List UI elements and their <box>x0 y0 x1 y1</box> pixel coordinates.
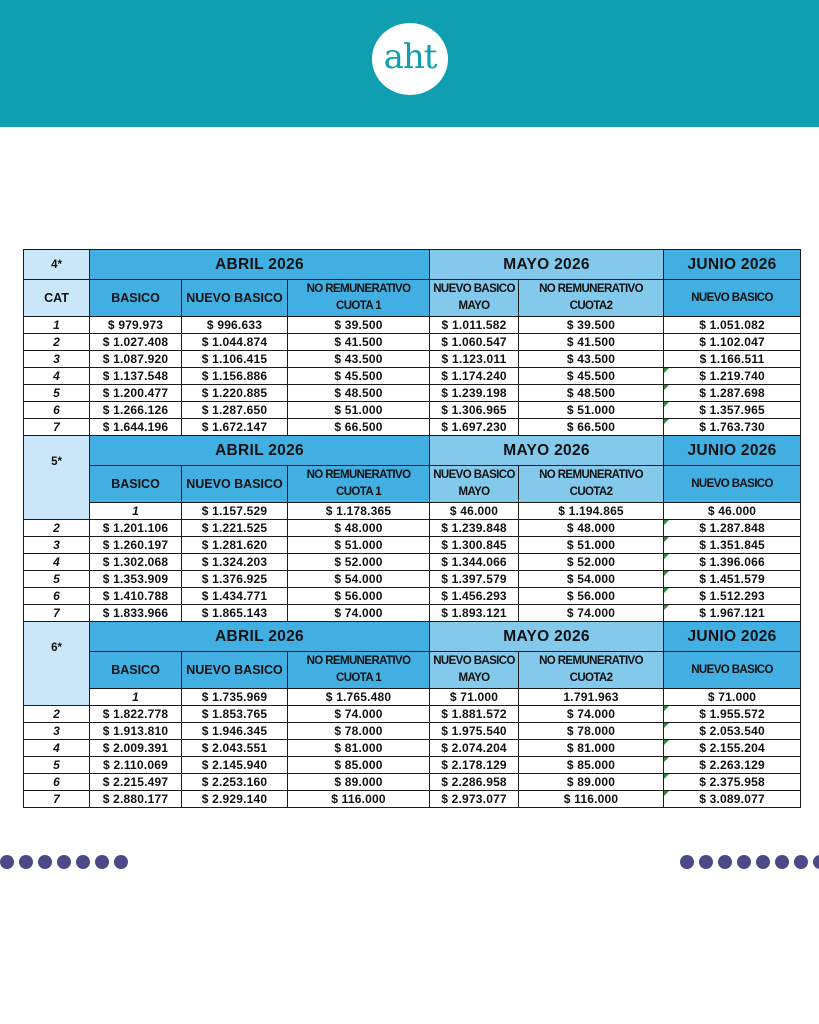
dots-decoration-left <box>0 855 128 869</box>
dots-decoration-right <box>680 855 819 869</box>
cell-corner-marker <box>664 385 669 390</box>
cell-corner-marker <box>664 571 669 576</box>
salary-scale-table <box>23 249 801 808</box>
nuevo-basico-cell: $ 1.434.771 <box>182 588 288 605</box>
cat-cell: 4 <box>24 368 90 385</box>
nuevo-basico-mayo-cell: 1.791.963 <box>519 689 664 706</box>
basico-cell: $ 1.822.778 <box>90 706 182 723</box>
col-junio-nuevo-basico: NUEVO BASICO <box>664 280 801 317</box>
table-row <box>24 503 801 520</box>
basico-cell: $ 1.137.548 <box>90 368 182 385</box>
cuota1-cell: $ 116.000 <box>288 791 430 808</box>
cat-cell: 4 <box>24 554 90 571</box>
col-nuevo-basico: NUEVO BASICO <box>182 652 288 689</box>
table-row <box>24 723 801 740</box>
table-row <box>24 571 801 588</box>
basico-cell: $ 979.973 <box>90 317 182 334</box>
nuevo-basico-mayo-cell: $ 1.456.293 <box>430 588 519 605</box>
cuota1-cell: $ 43.500 <box>288 351 430 368</box>
cuota1-cell: $ 74.000 <box>288 706 430 723</box>
basico-cell: $ 1.201.106 <box>90 520 182 537</box>
nuevo-basico-mayo-cell: $ 1.697.230 <box>430 419 519 436</box>
nuevo-basico-cell: $ 1.281.620 <box>182 537 288 554</box>
basico-cell: $ 2.215.497 <box>90 774 182 791</box>
junio-nuevo-basico-cell: $ 1.051.082 <box>664 317 801 334</box>
month-abril: ABRIL 2026 <box>90 250 430 280</box>
junio-nuevo-basico-cell: $ 1.357.965 <box>664 402 801 419</box>
cat-cell: 7 <box>24 419 90 436</box>
cuota2-cell: $ 46.000 <box>664 503 801 520</box>
basico-cell: $ 2.110.069 <box>90 757 182 774</box>
cat-cell: 3 <box>24 723 90 740</box>
cuota2-cell: $ 56.000 <box>519 588 664 605</box>
table-row <box>24 419 801 436</box>
nuevo-basico-mayo-cell: $ 1.881.572 <box>430 706 519 723</box>
cat-cell: 6 <box>24 588 90 605</box>
nuevo-basico-cell: $ 1.324.203 <box>182 554 288 571</box>
cuota1-cell: $ 45.500 <box>288 368 430 385</box>
nuevo-basico-mayo-cell: $ 1.306.965 <box>430 402 519 419</box>
nuevo-basico-mayo-cell: $ 1.123.011 <box>430 351 519 368</box>
cuota2-cell: $ 39.500 <box>519 317 664 334</box>
cuota1-cell: $ 71.000 <box>430 689 519 706</box>
month-junio: JUNIO 2026 <box>664 436 801 466</box>
basico-cell: $ 1.200.477 <box>90 385 182 402</box>
cuota2-cell: $ 81.000 <box>519 740 664 757</box>
table-row <box>24 757 801 774</box>
cat-cell: 1 <box>90 689 182 706</box>
cuota1-cell: $ 48.000 <box>288 520 430 537</box>
nuevo-basico-mayo-cell: $ 1.975.540 <box>430 723 519 740</box>
cat-cell: 2 <box>24 334 90 351</box>
table-row <box>24 334 801 351</box>
table-row <box>24 402 801 419</box>
junio-nuevo-basico-cell: $ 1.512.293 <box>664 588 801 605</box>
cat-cell: 5 <box>24 385 90 402</box>
month-abril: ABRIL 2026 <box>90 622 430 652</box>
table-row <box>24 588 801 605</box>
nuevo-basico-mayo-cell: $ 1.893.121 <box>430 605 519 622</box>
cuota1-cell: $ 54.000 <box>288 571 430 588</box>
nuevo-basico-cell: $ 1.106.415 <box>182 351 288 368</box>
header-banner <box>0 0 819 127</box>
junio-nuevo-basico-cell: $ 1.287.848 <box>664 520 801 537</box>
group-label: 5* <box>24 436 90 520</box>
cuota2-cell: $ 71.000 <box>664 689 801 706</box>
junio-nuevo-basico-cell: $ 3.089.077 <box>664 791 801 808</box>
nuevo-basico-cell: $ 1.156.886 <box>182 368 288 385</box>
basico-cell: $ 1.027.408 <box>90 334 182 351</box>
cat-cell: 3 <box>24 537 90 554</box>
cuota2-cell: $ 51.000 <box>519 402 664 419</box>
cuota2-cell: $ 89.000 <box>519 774 664 791</box>
cell-corner-marker <box>664 537 669 542</box>
logo-text: aht <box>383 37 437 77</box>
basico-cell: $ 2.009.391 <box>90 740 182 757</box>
nuevo-basico-cell: $ 2.929.140 <box>182 791 288 808</box>
cuota2-cell: $ 51.000 <box>519 537 664 554</box>
cuota2-cell: $ 43.500 <box>519 351 664 368</box>
col-no-remunerativo-cuota2: NO REMUNERATIVO CUOTA2 <box>519 466 664 503</box>
col-no-remunerativo-cuota1: NO REMUNERATIVO CUOTA 1 <box>288 466 430 503</box>
table-row <box>24 317 801 334</box>
basico-cell: $ 1.644.196 <box>90 419 182 436</box>
cell-corner-marker <box>664 605 669 610</box>
basico-cell: $ 1.260.197 <box>90 537 182 554</box>
month-mayo: MAYO 2026 <box>430 436 664 466</box>
group-label: 4* <box>24 250 90 280</box>
cuota2-cell: $ 54.000 <box>519 571 664 588</box>
month-mayo: MAYO 2026 <box>430 622 664 652</box>
cuota2-cell: $ 52.000 <box>519 554 664 571</box>
col-nuevo-basico-mayo: NUEVO BASICO MAYO <box>430 466 519 503</box>
basico-cell: $ 1.410.788 <box>90 588 182 605</box>
nuevo-basico-cell: $ 1.178.365 <box>288 503 430 520</box>
nuevo-basico-cell: $ 1.672.147 <box>182 419 288 436</box>
basico-cell: $ 1.735.969 <box>182 689 288 706</box>
table-row <box>24 554 801 571</box>
cuota2-cell: $ 66.500 <box>519 419 664 436</box>
cuota1-cell: $ 78.000 <box>288 723 430 740</box>
nuevo-basico-cell: $ 1.044.874 <box>182 334 288 351</box>
table-row <box>24 791 801 808</box>
junio-nuevo-basico-cell: $ 1.102.047 <box>664 334 801 351</box>
cuota2-cell: $ 48.000 <box>519 520 664 537</box>
basico-cell: $ 1.266.126 <box>90 402 182 419</box>
col-nuevo-basico: NUEVO BASICO <box>182 280 288 317</box>
nuevo-basico-mayo-cell: $ 1.239.198 <box>430 385 519 402</box>
col-nuevo-basico-mayo: NUEVO BASICO MAYO <box>430 652 519 689</box>
cuota1-cell: $ 66.500 <box>288 419 430 436</box>
nuevo-basico-cell: $ 2.253.160 <box>182 774 288 791</box>
junio-nuevo-basico-cell: $ 1.763.730 <box>664 419 801 436</box>
cuota1-cell: $ 48.500 <box>288 385 430 402</box>
cuota1-cell: $ 85.000 <box>288 757 430 774</box>
table-row <box>24 537 801 554</box>
junio-nuevo-basico-cell: $ 2.155.204 <box>664 740 801 757</box>
table-row <box>24 689 801 706</box>
basico-cell: $ 1.913.810 <box>90 723 182 740</box>
cuota1-cell: $ 51.000 <box>288 537 430 554</box>
nuevo-basico-cell: $ 1.376.925 <box>182 571 288 588</box>
cat-cell: 7 <box>24 605 90 622</box>
cuota1-cell: $ 51.000 <box>288 402 430 419</box>
cat-cell: 1 <box>90 503 182 520</box>
cuota1-cell: $ 46.000 <box>430 503 519 520</box>
cuota2-cell: $ 74.000 <box>519 706 664 723</box>
cell-corner-marker <box>664 402 669 407</box>
col-nuevo-basico-mayo: NUEVO BASICO MAYO <box>430 280 519 317</box>
nuevo-basico-cell: $ 1.287.650 <box>182 402 288 419</box>
col-basico: BASICO <box>90 652 182 689</box>
nuevo-basico-mayo-cell: $ 1.011.582 <box>430 317 519 334</box>
cuota2-cell: $ 41.500 <box>519 334 664 351</box>
col-no-remunerativo-cuota1: NO REMUNERATIVO CUOTA 1 <box>288 652 430 689</box>
nuevo-basico-mayo-cell: $ 1.174.240 <box>430 368 519 385</box>
cuota2-cell: $ 116.000 <box>519 791 664 808</box>
cat-cell: 3 <box>24 351 90 368</box>
col-no-remunerativo-cuota2: NO REMUNERATIVO CUOTA2 <box>519 652 664 689</box>
nuevo-basico-cell: $ 1.865.143 <box>182 605 288 622</box>
group-column-header-row <box>24 652 801 689</box>
cuota1-cell: $ 52.000 <box>288 554 430 571</box>
basico-cell: $ 1.302.068 <box>90 554 182 571</box>
group-month-header-row <box>24 622 801 652</box>
group-column-header-row <box>24 466 801 503</box>
table-row <box>24 351 801 368</box>
cuota2-cell: $ 85.000 <box>519 757 664 774</box>
nuevo-basico-mayo-cell: $ 2.286.958 <box>430 774 519 791</box>
nuevo-basico-cell: $ 1.946.345 <box>182 723 288 740</box>
junio-nuevo-basico-cell: $ 1.396.066 <box>664 554 801 571</box>
cell-corner-marker <box>664 419 669 424</box>
nuevo-basico-mayo-cell: $ 1.194.865 <box>519 503 664 520</box>
aht-logo <box>372 23 448 95</box>
month-abril: ABRIL 2026 <box>90 436 430 466</box>
table-row <box>24 774 801 791</box>
col-junio-nuevo-basico: NUEVO BASICO <box>664 652 801 689</box>
table-row <box>24 368 801 385</box>
table-row <box>24 740 801 757</box>
junio-nuevo-basico-cell: $ 1.351.845 <box>664 537 801 554</box>
cat-cell: 6 <box>24 774 90 791</box>
month-junio: JUNIO 2026 <box>664 622 801 652</box>
cuota2-cell: $ 48.500 <box>519 385 664 402</box>
junio-nuevo-basico-cell: $ 1.219.740 <box>664 368 801 385</box>
cat-cell: 2 <box>24 706 90 723</box>
basico-cell: $ 1.833.966 <box>90 605 182 622</box>
basico-cell: $ 2.880.177 <box>90 791 182 808</box>
nuevo-basico-mayo-cell: $ 2.178.129 <box>430 757 519 774</box>
table-row <box>24 605 801 622</box>
col-nuevo-basico: NUEVO BASICO <box>182 466 288 503</box>
month-mayo: MAYO 2026 <box>430 250 664 280</box>
cell-corner-marker <box>664 774 669 779</box>
cell-corner-marker <box>664 740 669 745</box>
basico-cell: $ 1.087.920 <box>90 351 182 368</box>
col-basico: BASICO <box>90 466 182 503</box>
cell-corner-marker <box>664 706 669 711</box>
cell-corner-marker <box>664 723 669 728</box>
group-label: 6* <box>24 622 90 706</box>
basico-cell: $ 1.157.529 <box>182 503 288 520</box>
cuota1-cell: $ 74.000 <box>288 605 430 622</box>
nuevo-basico-cell: $ 2.145.940 <box>182 757 288 774</box>
nuevo-basico-mayo-cell: $ 1.239.848 <box>430 520 519 537</box>
nuevo-basico-mayo-cell: $ 2.074.204 <box>430 740 519 757</box>
cat-cell: 6 <box>24 402 90 419</box>
col-no-remunerativo-cuota2: NO REMUNERATIVO CUOTA2 <box>519 280 664 317</box>
nuevo-basico-cell: $ 1.853.765 <box>182 706 288 723</box>
junio-nuevo-basico-cell: $ 2.263.129 <box>664 757 801 774</box>
month-junio: JUNIO 2026 <box>664 250 801 280</box>
cell-corner-marker <box>664 588 669 593</box>
nuevo-basico-cell: $ 1.220.885 <box>182 385 288 402</box>
nuevo-basico-mayo-cell: $ 2.973.077 <box>430 791 519 808</box>
junio-nuevo-basico-cell: $ 1.967.121 <box>664 605 801 622</box>
junio-nuevo-basico-cell: $ 2.375.958 <box>664 774 801 791</box>
nuevo-basico-mayo-cell: $ 1.060.547 <box>430 334 519 351</box>
col-junio-nuevo-basico: NUEVO BASICO <box>664 466 801 503</box>
nuevo-basico-cell: $ 1.221.525 <box>182 520 288 537</box>
cat-cell: 5 <box>24 571 90 588</box>
cat-cell: 7 <box>24 791 90 808</box>
cuota1-cell: $ 39.500 <box>288 317 430 334</box>
junio-nuevo-basico-cell: $ 2.053.540 <box>664 723 801 740</box>
junio-nuevo-basico-cell: $ 1.955.572 <box>664 706 801 723</box>
basico-cell: $ 1.353.909 <box>90 571 182 588</box>
cuota1-cell: $ 81.000 <box>288 740 430 757</box>
cat-cell: 2 <box>24 520 90 537</box>
cuota1-cell: $ 89.000 <box>288 774 430 791</box>
cat-column-label: CAT <box>24 280 90 317</box>
junio-nuevo-basico-cell: $ 1.287.698 <box>664 385 801 402</box>
cuota1-cell: $ 41.500 <box>288 334 430 351</box>
cell-corner-marker <box>664 520 669 525</box>
nuevo-basico-cell: $ 996.633 <box>182 317 288 334</box>
cell-corner-marker <box>664 368 669 373</box>
group-month-header-row <box>24 436 801 466</box>
nuevo-basico-cell: $ 1.765.480 <box>288 689 430 706</box>
table-row <box>24 706 801 723</box>
cell-corner-marker <box>664 554 669 559</box>
cat-cell: 5 <box>24 757 90 774</box>
nuevo-basico-mayo-cell: $ 1.397.579 <box>430 571 519 588</box>
cat-cell: 4 <box>24 740 90 757</box>
nuevo-basico-mayo-cell: $ 1.344.066 <box>430 554 519 571</box>
nuevo-basico-mayo-cell: $ 1.300.845 <box>430 537 519 554</box>
junio-nuevo-basico-cell: $ 1.166.511 <box>664 351 801 368</box>
group-month-header-row <box>24 250 801 280</box>
junio-nuevo-basico-cell: $ 1.451.579 <box>664 571 801 588</box>
cuota1-cell: $ 56.000 <box>288 588 430 605</box>
cuota2-cell: $ 78.000 <box>519 723 664 740</box>
cuota2-cell: $ 74.000 <box>519 605 664 622</box>
col-no-remunerativo-cuota1: NO REMUNERATIVO CUOTA 1 <box>288 280 430 317</box>
nuevo-basico-cell: $ 2.043.551 <box>182 740 288 757</box>
table-row <box>24 385 801 402</box>
cuota2-cell: $ 45.500 <box>519 368 664 385</box>
table-row <box>24 520 801 537</box>
cell-corner-marker <box>664 791 669 796</box>
cell-corner-marker <box>664 757 669 762</box>
col-basico: BASICO <box>90 280 182 317</box>
cat-cell: 1 <box>24 317 90 334</box>
